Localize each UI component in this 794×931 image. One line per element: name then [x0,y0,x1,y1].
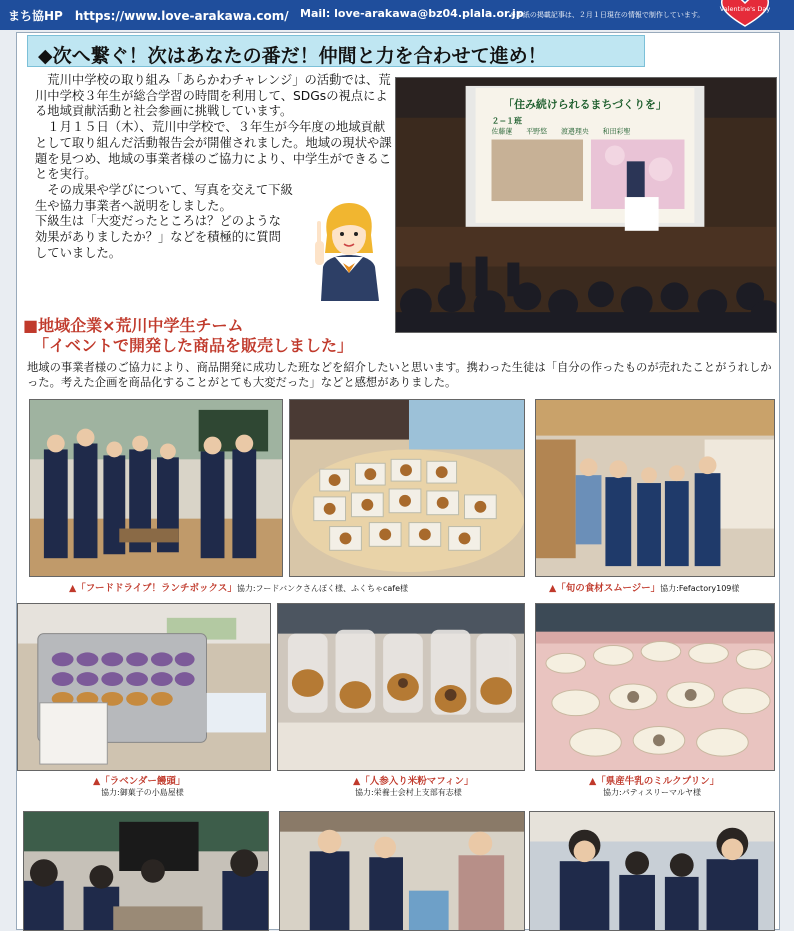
muffin-photo [277,603,525,771]
caption-title: ▲「ラベンダー饅頭」 [93,776,186,787]
headline-banner [27,35,645,67]
lavender-manju-photo [17,603,271,771]
valentine-heart-icon [718,0,772,28]
caption-lunchbox [69,580,408,594]
student-group-photo [529,811,775,931]
homepage-url[interactable]: まち協HP https://www.love-arakawa.com/ [8,9,289,23]
slide-title: 「住み続けられるまちづくりを」 [503,97,667,111]
caption-credit: 協力:フードバンクさんぽく様、ふくちゃcafe様 [236,584,409,593]
sales-booth-photo [279,811,525,931]
article-paragraph: その成果や学びについて、写真を交えて下級生や協力事業者へ説明をしました。 [35,182,293,213]
milk-pudding-photo [535,603,775,771]
headline-text: ◆次へ繋ぐ！次はあなたの番だ！仲間と力を合わせて進め！ [38,45,547,67]
caption-pudding-credit: 協力:パティスリーマルヤ様 [603,788,702,797]
student-illustration [313,201,385,301]
caption-manju [93,773,185,787]
section-subtitle: 「イベントで開発した商品を販売しました」 [33,336,354,355]
presentation-photo [395,77,777,333]
article-paragraph: １月１５日（木）、荒川中学校で、３年生が今年度の地域貢献として取り組んだ活動報告会が開催されました。地域の現状や課題を見つめ、地域の事業者様のご協力により、中学生ができることを実行。 [35,120,392,182]
lunchbox-food-photo [289,399,525,577]
valentine-badge-text: Valentine's Day [719,5,771,13]
caption-title: ▲「県産牛乳のミルクプリン」 [589,776,720,787]
caption-title: ▲「フードドライブ！ランチボックス」 [69,583,237,594]
publication-note: ※本紙の掲載記事は、２月１日現在の情報で制作しています。 [510,11,705,19]
slide-class: ２−１班 [491,116,523,126]
lunchbox-group-photo [29,399,283,577]
section-title: ■地域企業×荒川中学生チーム [23,316,244,335]
mail-address[interactable]: Mail: love-arakawa@bz04.plala.or.jp [300,7,524,20]
caption-credit: 協力:Fefactory109様 [660,584,740,593]
caption-muffin [353,773,474,787]
report-meeting-photo [23,811,269,931]
slide-names: 佐藤蓮 平野悠 渡邉理央 和田彩聖 [491,127,631,136]
site-header [0,0,794,30]
caption-muffin-credit: 協力:栄養士会村上支部有志様 [355,788,462,797]
caption-title: ▲「人参入り米粉マフィン」 [353,776,474,787]
newsletter-page [16,32,780,930]
article-paragraph: 下級生は「大変だったところは？どのような効果がありましたか？」などを積極的に質問していました。 [35,214,281,260]
caption-smoothie [549,580,739,594]
section-description: 地域の事業者様のご協力により、商品開発に成功した班などを紹介したいと思います。携わった生徒は「自分の作ったものが売れたことがうれしかった。考えた企画を商品化することがとても大変だった」などと感想がありました。 [27,361,772,389]
article-paragraph: 荒川中学校の取り組み「あらかわチャレンジ」の活動では、荒川中学校３年生が総合学習の時間を利用して、SDGsの視点による地域貢献活動と社会参画に挑戦しています。 [35,73,391,119]
caption-title: ▲「旬の食材スムージー」 [549,583,661,594]
smoothie-group-photo [535,399,775,577]
caption-pudding [589,773,719,787]
caption-manju-credit: 協力:御菓子の小島屋様 [101,788,184,797]
